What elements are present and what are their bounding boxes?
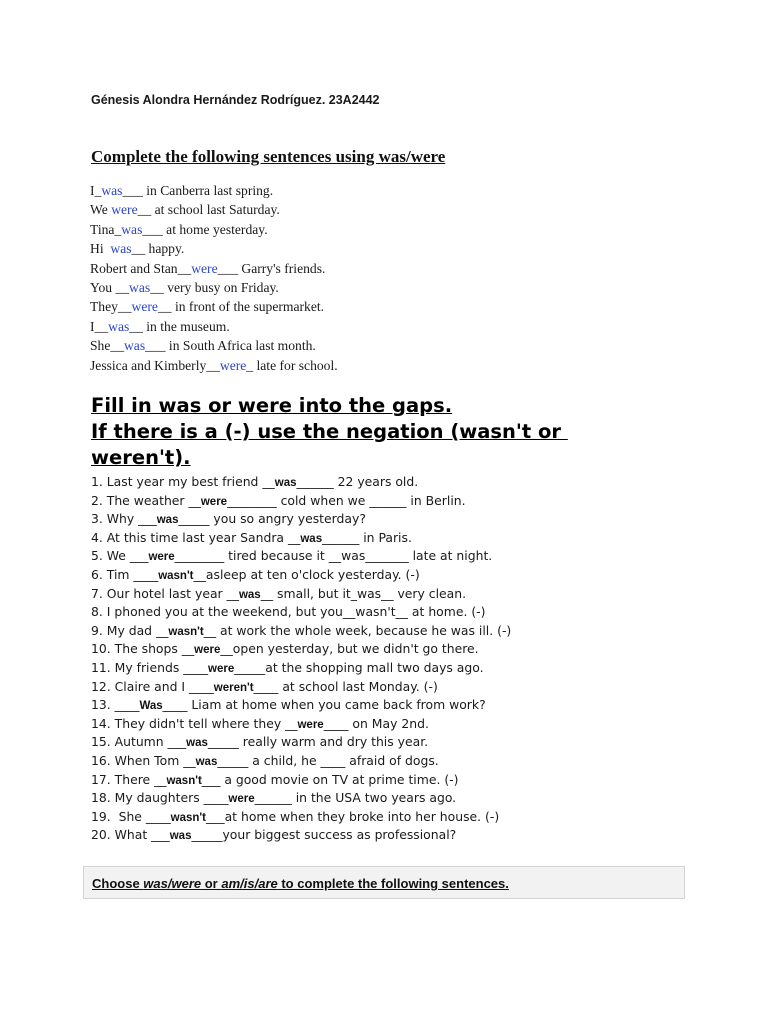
sentence-text: 5. We ___ xyxy=(91,548,149,564)
answer-word: was xyxy=(186,737,208,750)
sentence-text: __ small, but it_was__ very clean. xyxy=(260,585,467,601)
sentence-text: ___at home when they broke into her house. (-) xyxy=(205,808,500,824)
sentence-text: Jessica and Kimberly__ xyxy=(90,357,220,373)
section2-exercise-item xyxy=(91,603,511,622)
answer-word: wasn't xyxy=(168,625,204,638)
section1-sentence xyxy=(90,200,338,219)
section2-exercise-item xyxy=(91,473,511,492)
section2-heading-line2: If there is a (-) use the negation (wasn't or xyxy=(91,420,568,443)
sentence-text: ___ in Canberra last spring. xyxy=(122,183,274,198)
section2-exercise-item xyxy=(91,492,511,511)
sentence-text: ___ in South Africa last month. xyxy=(145,338,316,354)
sentence-text: _____ you so angry yesterday? xyxy=(178,511,366,527)
sentence-text: 4. At this time last year Sandra __ xyxy=(91,529,301,545)
answer-word: were xyxy=(228,793,255,806)
sentence-text: 19. She ____ xyxy=(91,808,171,824)
section3-instruction xyxy=(92,876,509,891)
section2-exercise-item xyxy=(91,715,511,734)
answer-word: were xyxy=(297,718,324,731)
sentence-text: __open yesterday, but we didn't go there. xyxy=(220,641,479,657)
answer-word: weren't xyxy=(213,681,254,694)
section1-sentence xyxy=(90,239,338,258)
answer-word: were xyxy=(219,357,247,373)
section1-sentence xyxy=(90,220,338,239)
sentence-text: 14. They didn't tell where they __ xyxy=(91,715,298,731)
sentence-text: Robert and Stan__ xyxy=(90,260,192,276)
sentence-text: You __ xyxy=(90,279,130,295)
sentence-text: ___ a good movie on TV at prime time. (-) xyxy=(201,771,459,787)
instruction-part: to complete the following sentences. xyxy=(277,876,509,891)
section2-exercise-item xyxy=(91,771,511,790)
sentence-text: They__ xyxy=(90,299,132,315)
sentence-text: __ very busy on Friday. xyxy=(150,279,279,295)
sentence-text: Tina_ xyxy=(90,221,122,237)
answer-word: were xyxy=(208,662,235,675)
instruction-italic-am-is-are: am/is/are xyxy=(221,876,278,891)
answer-word: were xyxy=(194,644,221,657)
section2-exercise-list xyxy=(91,473,511,845)
section2-exercise-item xyxy=(91,529,511,548)
sentence-text: 11. My friends ____ xyxy=(91,659,209,675)
instruction-part: or xyxy=(201,876,222,891)
sentence-text: I__ xyxy=(90,318,109,334)
instruction-part: Choose xyxy=(92,876,144,891)
answer-word: wasn't xyxy=(158,569,194,582)
section2-exercise-item xyxy=(91,585,511,604)
sentence-text: 17. There __ xyxy=(91,771,167,787)
answer-word: was xyxy=(121,221,143,237)
instruction-italic-was-were: was/were xyxy=(143,876,202,891)
sentence-text: ____ Liam at home when you came back from work? xyxy=(162,697,486,713)
sentence-text: ____ at school last Monday. (-) xyxy=(253,678,438,694)
answer-word: were xyxy=(200,495,228,508)
answer-word: was xyxy=(101,183,123,198)
sentence-text: ________ tired because it __was_______ late at night. xyxy=(174,548,493,564)
answer-word: was xyxy=(123,338,146,354)
sentence-text: 20. What ___ xyxy=(91,827,170,843)
answer-word: wasn't xyxy=(170,811,206,824)
sentence-text: ______ in the USA two years ago. xyxy=(254,790,457,806)
section1-sentence xyxy=(90,181,338,200)
section2-exercise-item xyxy=(91,510,511,529)
answer-word: was xyxy=(169,830,192,843)
answer-word: wasn't xyxy=(166,774,202,787)
section2-exercise-item xyxy=(91,547,511,566)
section2-exercise-item xyxy=(91,566,511,585)
sentence-text: ____ on May 2nd. xyxy=(323,715,429,731)
section2-exercise-item xyxy=(91,696,511,715)
answer-word: was xyxy=(108,318,130,334)
answer-word: were xyxy=(131,299,158,315)
answer-word: was xyxy=(129,279,151,295)
author-line: Génesis Alondra Hernández Rodríguez. 23A2442 xyxy=(91,93,380,107)
section1-sentence xyxy=(90,336,338,355)
sentence-text: _____ a child, he ____ afraid of dogs. xyxy=(217,752,439,768)
section2-exercise-item xyxy=(91,640,511,659)
sentence-text: __ at school last Saturday. xyxy=(137,202,280,218)
sentence-text: 3. Why ___ xyxy=(91,511,157,527)
section1-sentence xyxy=(90,259,338,278)
answer-word: was xyxy=(300,532,323,545)
sentence-text: 16. When Tom __ xyxy=(91,752,196,768)
sentence-text: 1. Last year my best friend __ xyxy=(91,474,275,489)
sentence-text: 7. Our hotel last year __ xyxy=(91,585,239,601)
answer-word: were xyxy=(111,202,138,218)
answer-word: was xyxy=(274,477,297,489)
sentence-text: ______ in Paris. xyxy=(322,529,412,545)
sentence-text: _____ really warm and dry this year. xyxy=(207,734,429,750)
section2-exercise-item xyxy=(91,622,511,641)
answer-word: Was xyxy=(139,700,163,713)
sentence-text: _____at the shopping mall two days ago. xyxy=(234,659,484,675)
section2-exercise-item xyxy=(91,678,511,697)
section2-exercise-item xyxy=(91,733,511,752)
answer-word: was xyxy=(238,588,261,601)
section1-sentence-list xyxy=(90,181,338,375)
sentence-text: 8. I phoned you at the weekend, but you__wasn't__ at home. (-) xyxy=(91,604,486,620)
section2-exercise-item xyxy=(91,826,511,845)
sentence-text: _ late for school. xyxy=(246,357,338,373)
sentence-text: __asleep at ten o'clock yesterday. (-) xyxy=(193,566,420,582)
section2-exercise-item xyxy=(91,659,511,678)
sentence-text: 13. ____ xyxy=(91,697,140,713)
section1-sentence xyxy=(90,278,338,297)
section2-exercise-item xyxy=(91,789,511,808)
section2-heading-line1: Fill in was or were into the gaps. xyxy=(91,394,453,417)
sentence-text: 6. Tim ____ xyxy=(91,566,159,582)
sentence-text: ___ at home yesterday. xyxy=(142,221,268,237)
section1-sentence xyxy=(90,317,338,336)
sentence-text: 18. My daughters ____ xyxy=(91,790,229,806)
sentence-text: ___ Garry's friends. xyxy=(217,260,326,276)
sentence-text: __ in the museum. xyxy=(129,318,230,334)
section2-exercise-item xyxy=(91,808,511,827)
sentence-text: Hi xyxy=(90,241,111,257)
sentence-text: ________ cold when we ______ in Berlin. xyxy=(227,492,466,508)
sentence-text: 2. The weather __ xyxy=(91,492,201,508)
sentence-text: __ happy. xyxy=(131,241,185,257)
answer-word: were xyxy=(148,551,175,564)
sentence-text: __ in front of the supermarket. xyxy=(157,299,325,315)
section2-exercise-item xyxy=(91,752,511,771)
section3-instruction-box xyxy=(83,866,685,899)
section1-sentence xyxy=(90,356,338,375)
section2-heading xyxy=(91,393,568,471)
answer-word: was xyxy=(110,241,132,257)
sentence-text: _____your biggest success as professional? xyxy=(191,827,457,843)
answer-word: was xyxy=(156,514,179,527)
sentence-text: 15. Autumn ___ xyxy=(91,734,187,750)
sentence-text: 9. My dad __ xyxy=(91,622,169,638)
sentence-text: We xyxy=(90,202,112,218)
section2-heading-line3: weren't). xyxy=(91,446,191,469)
sentence-text: ______ 22 years old. xyxy=(296,474,419,489)
section1-sentence xyxy=(90,297,338,316)
sentence-text: She__ xyxy=(90,338,124,354)
sentence-text: 12. Claire and I ____ xyxy=(91,678,214,694)
section1-title: Complete the following sentences using was/were xyxy=(91,147,446,166)
sentence-text: __ at work the whole week, because he was ill. (-) xyxy=(203,622,512,638)
answer-word: were xyxy=(191,260,218,276)
answer-word: was xyxy=(195,755,218,768)
sentence-text: 10. The shops __ xyxy=(91,641,195,657)
sentence-text: I_ xyxy=(90,183,102,198)
